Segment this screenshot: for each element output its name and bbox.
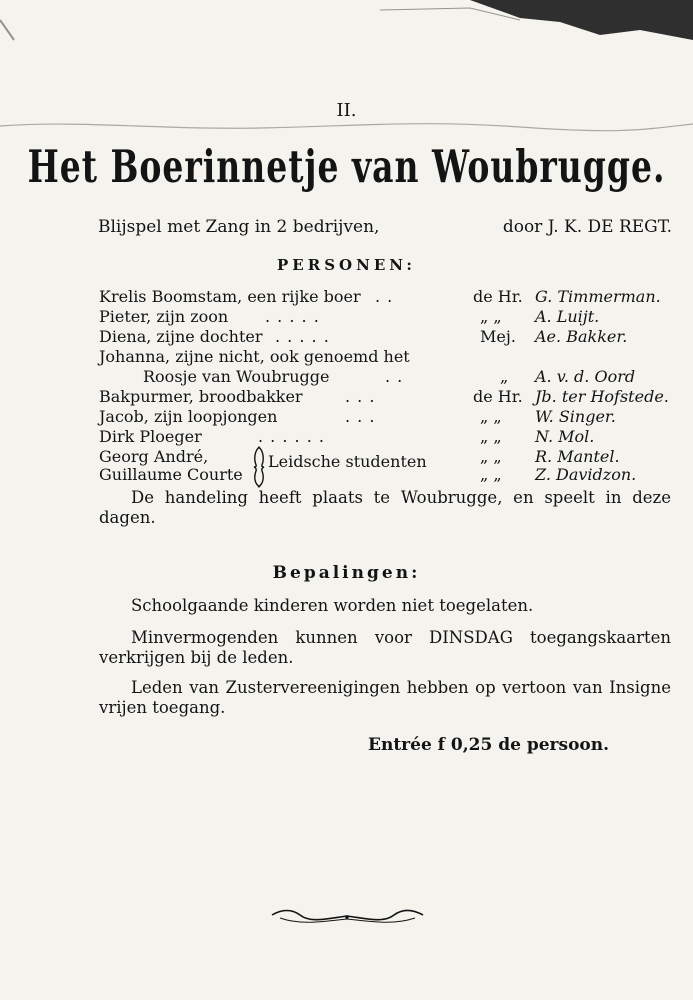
cast-actor: Ae. Bakker. [535,327,628,346]
ornament-flourish-icon [270,905,425,929]
cast-actor: Z. Davidzon. [535,465,637,484]
cast-group-label: Leidsche studenten [268,452,427,471]
cast-honorific: „ „ [480,447,502,466]
section-numeral: II. [336,100,357,121]
cast-role: Roosje van Woubrugge [143,367,330,386]
rule-item [99,678,671,718]
cast-dots: . . . [345,407,376,426]
cast-dots: . . . . . [265,307,320,326]
cast-dots: . . . . . . [258,427,325,446]
cast-role: Diena, zijne dochter [99,327,263,346]
cast-role: Krelis Boomstam, een rijke boer [99,287,361,306]
admission-price: Entrée f 0,25 de persoon. [368,735,610,755]
cast-honorific: „ „ [480,465,502,484]
cast-dots: . . . [345,387,376,406]
cast-row [0,427,693,447]
rules-heading: Bepalingen: [272,563,421,583]
cast-role: Bakpurmer, broodbakker [99,387,303,406]
cast-actor: N. Mol. [535,427,595,446]
cast-row [0,387,693,407]
cast-dots: . . [375,287,394,306]
rule-item [99,596,671,616]
setting-text: De handeling heeft plaats te Woubrugge, en speelt in deze dagen. [99,488,671,527]
cast-honorific: de Hr. [473,387,523,406]
cast-role: Guillaume Courte [99,465,243,484]
cast-actor: A. Luijt. [535,307,600,326]
cast-dots: . . . . . [275,327,330,346]
cast-actor: A. v. d. Oord [535,367,636,386]
cast-row [0,287,693,307]
cast-actor: W. Singer. [535,407,616,426]
rule-text: Leden van Zustervereenigingen hebben op vertoon van Insigne vrijen toegang. [99,678,671,717]
cast-row [0,307,693,327]
cast-role: Georg André, [99,447,209,466]
cast-heading: PERSONEN: [277,256,416,274]
cast-role: Pieter, zijn zoon [99,307,229,326]
cast-honorific: „ „ [480,407,502,426]
cast-row [0,367,693,387]
cast-honorific: „ „ [480,307,502,326]
rule-text: Schoolgaande kinderen worden niet toegelaten. [131,596,534,615]
cast-row [0,327,693,347]
cast-row [0,407,693,427]
cast-role: Johanna, zijne nicht, ook genoemd het [99,347,410,366]
subtitle-genre: Blijspel met Zang in 2 bedrijven, [98,217,380,237]
cast-honorific: „ [500,367,509,386]
play-title: Het Boerinnetje van Woubrugge. [27,140,666,193]
cast-honorific: Mej. [480,327,516,346]
play-subtitle [98,217,672,237]
cast-actor: G. Timmerman. [535,287,661,306]
cast-role: Jacob, zijn loopjongen [99,407,278,426]
cast-actor: Jb. ter Hofstede. [535,387,669,406]
subtitle-author: door J. K. DE REGT. [502,217,672,237]
cast-dots: . . [385,367,404,386]
cast-honorific: de Hr. [473,287,523,306]
cast-actor: R. Mantel. [535,447,620,466]
rule-text: Minvermogenden kunnen voor DINSDAG toegangskaarten verkrijgen bij de leden. [99,628,671,667]
cast-honorific: „ „ [480,427,502,446]
cast-role: Dirk Ploeger [99,427,202,446]
rule-item [99,628,671,668]
brace-close-icon [252,446,262,488]
setting-note [99,488,671,528]
cast-row [0,347,693,367]
